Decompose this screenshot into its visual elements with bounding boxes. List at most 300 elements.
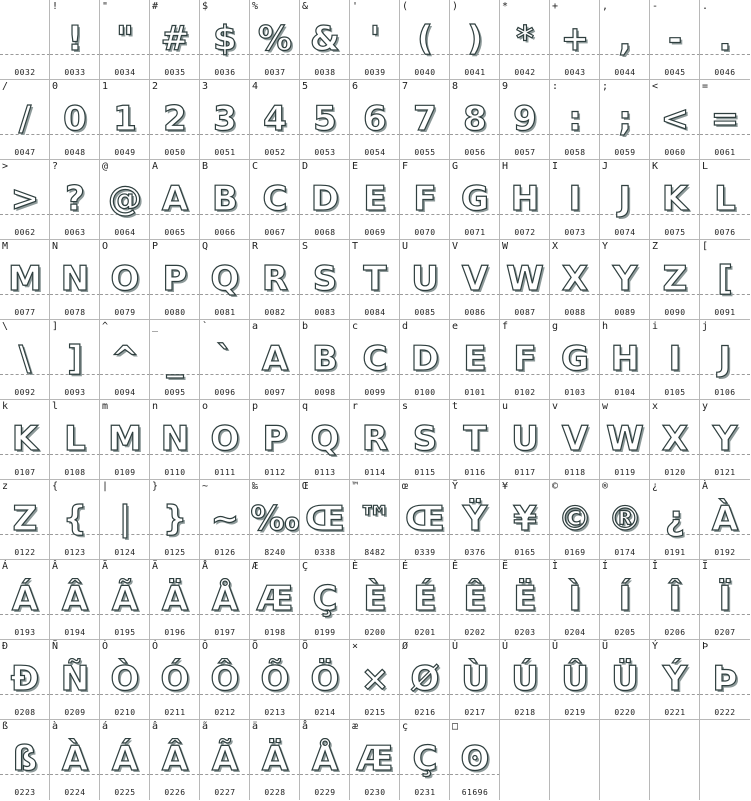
glyph-char-label: Ü [602,641,609,652]
glyph-cell [550,0,600,80]
glyph-sample: ` [216,339,234,379]
glyph-cell [200,480,250,560]
glyph-char-label: ß [2,721,9,732]
glyph-cell [350,160,400,240]
glyph-code: 0195 [114,628,136,637]
glyph-sample: H [610,339,640,379]
glyph-sample: < [660,99,690,139]
glyph-code: 0036 [214,68,236,77]
glyph-sample: Ã [111,579,139,619]
glyph-char-label: Æ [252,561,259,572]
glyph-sample: 5 [313,99,337,139]
glyph-char-label: - [652,1,659,12]
glyph-char-label: . [702,1,709,12]
glyph-sample: Ó [160,659,190,699]
glyph-code: 0213 [264,708,286,717]
glyph-char-label: " [102,1,109,12]
glyph-sample: Ð [10,659,40,699]
glyph-cell [300,0,350,80]
glyph-cell [300,640,350,720]
glyph-sample: F [413,179,437,219]
glyph-sample: Q [310,419,340,459]
glyph-char-label: H [502,161,509,172]
glyph-char-label: d [402,321,409,332]
glyph-code: 0114 [364,468,386,477]
glyph-char-label: V [452,241,459,252]
glyph-char-label: Ó [152,641,159,652]
glyph-char-label: ' [352,1,359,12]
glyph-cell [150,80,200,160]
glyph-sample: W [506,259,544,299]
glyph-char-label: Ö [302,641,309,652]
grid-divider [499,0,500,800]
glyph-sample: × [360,659,390,699]
grid-divider [249,0,250,800]
glyph-char-label: 1 [102,81,109,92]
glyph-char-label: Ë [502,561,509,572]
glyph-sample: , [618,19,632,59]
glyph-cell [50,240,100,320]
glyph-code: 0080 [164,308,186,317]
glyph-sample: - [667,19,683,59]
glyph-code: 0076 [714,228,736,237]
glyph-char-label: } [152,481,159,492]
glyph-sample: Ü [611,659,639,699]
glyph-char-label: g [552,321,559,332]
glyph-sample: Ë [513,579,537,619]
glyph-char-label: É [402,561,409,572]
glyph-code: 0097 [264,388,286,397]
glyph-code: 0212 [214,708,236,717]
glyph-sample: $ [213,19,237,59]
glyph-cell [700,0,750,80]
glyph-cell [600,560,650,640]
glyph-char-label: W [502,241,509,252]
glyph-sample: B [312,339,338,379]
glyph-sample: Œ [405,499,445,539]
glyph-code: 0066 [214,228,236,237]
glyph-cell [450,640,500,720]
glyph-char-label: C [252,161,259,172]
glyph-sample: Ò [110,659,140,699]
glyph-cell [700,240,750,320]
glyph-char-label: : [552,81,559,92]
glyph-cell [50,400,100,480]
glyph-cell [250,160,300,240]
glyph-cell [50,560,100,640]
glyph-cell [600,80,650,160]
grid-divider [199,0,200,800]
glyph-char-label: Ý [652,641,659,652]
glyph-code: 0125 [164,548,186,557]
glyph-sample: " [116,19,134,59]
glyph-char-label: Ò [102,641,109,652]
glyph-sample: Þ [712,659,738,699]
glyph-char-label: 8 [452,81,459,92]
glyph-sample: ß [12,739,38,779]
glyph-code: 0082 [264,308,286,317]
glyph-code: 0231 [414,788,436,797]
glyph-char-label: U [402,241,409,252]
glyph-sample: & [310,19,340,59]
glyph-cell [0,560,50,640]
glyph-cell [650,400,700,480]
glyph-cell [250,560,300,640]
glyph-sample: Y [612,259,638,299]
grid-divider [0,559,750,560]
glyph-cell [100,80,150,160]
glyph-char-label: S [302,241,309,252]
glyph-code: 0192 [714,548,736,557]
glyph-sample: H [510,179,540,219]
grid-divider [549,0,550,800]
glyph-cell [400,80,450,160]
grid-divider [449,0,450,800]
glyph-code: 0123 [64,548,86,557]
glyph-sample: Ê [463,579,487,619]
glyph-char-label: R [252,241,259,252]
glyph-char-label: Ð [2,641,9,652]
glyph-code: 0061 [714,148,736,157]
glyph-code: 0063 [64,228,86,237]
glyph-cell [600,480,650,560]
glyph-cell [450,160,500,240]
glyph-code: 0034 [114,68,136,77]
glyph-code: 0211 [164,708,186,717]
glyph-sample: ^ [110,339,140,379]
grid-divider [399,0,400,800]
glyph-sample: É [413,579,437,619]
glyph-code: 0228 [264,788,286,797]
glyph-code: 0376 [464,548,486,557]
glyph-cell [150,0,200,80]
glyph-char-label: K [652,161,659,172]
glyph-char-label: ¿ [652,481,659,492]
glyph-sample: Q [210,259,240,299]
glyph-char-label: Y [602,241,609,252]
glyph-cell [400,480,450,560]
glyph-code: 0117 [514,468,536,477]
glyph-cell [650,320,700,400]
glyph-char-label: t [452,401,459,412]
glyph-code: 0094 [114,388,136,397]
glyph-sample: Á [111,739,139,779]
glyph-code: 0221 [664,708,686,717]
glyph-cell [300,80,350,160]
glyph-cell [150,640,200,720]
glyph-char-label: # [152,1,159,12]
glyph-char-label: Ú [502,641,509,652]
glyph-cell [700,560,750,640]
glyph-char-label: v [552,401,559,412]
glyph-char-label: B [202,161,209,172]
glyph-sample: ( [417,19,433,59]
glyph-cell [500,480,550,560]
glyph-code: 0088 [564,308,586,317]
glyph-code: 0039 [364,68,386,77]
glyph-char-label: 3 [202,81,209,92]
glyph-code: 0053 [314,148,336,157]
glyph-code: 0060 [664,148,686,157]
glyph-code: 0075 [664,228,686,237]
glyph-code: 0215 [364,708,386,717]
glyph-cell [250,240,300,320]
glyph-sample: Ö [310,659,340,699]
glyph-char-label: s [402,401,409,412]
glyph-sample: G [561,339,589,379]
glyph-char-label: x [652,401,659,412]
glyph-code: 0047 [14,148,36,157]
glyph-cell [550,160,600,240]
glyph-char-label: Ñ [52,641,59,652]
glyph-sample: N [60,259,90,299]
glyph-code: 0204 [564,628,586,637]
glyph-cell [400,160,450,240]
glyph-char-label: Ê [452,561,459,572]
glyph-code: 0116 [464,468,486,477]
glyph-cell [350,0,400,80]
glyph-char-label: ã [202,721,209,732]
glyph-cell [400,0,450,80]
glyph-sample: 7 [413,99,437,139]
glyph-char-label: b [302,321,309,332]
glyph-cell [400,240,450,320]
glyph-code: 0077 [14,308,36,317]
glyph-char-label: F [402,161,409,172]
glyph-sample: ® [608,499,642,539]
glyph-char-label: / [2,81,9,92]
glyph-cell [150,480,200,560]
glyph-sample: 4 [263,99,287,139]
glyph-sample: ‰ [250,499,300,539]
glyph-cell [450,320,500,400]
glyph-sample: L [714,179,736,219]
grid-divider [149,0,150,800]
glyph-char-label: u [502,401,509,412]
glyph-sample: ) [467,19,483,59]
glyph-sample: T [463,419,487,459]
glyph-code: 0046 [714,68,736,77]
glyph-sample: Y [712,419,738,459]
glyph-cell [450,560,500,640]
glyph-sample: Ú [511,659,539,699]
glyph-sample: U [411,259,439,299]
glyph-code: 0092 [14,388,36,397]
glyph-code: 0208 [14,708,36,717]
glyph-char-label: O [102,241,109,252]
glyph-cell [600,640,650,720]
glyph-code: 0194 [64,628,86,637]
glyph-char-label: z [2,481,9,492]
glyph-char-label: œ [402,481,409,492]
glyph-cell [550,640,600,720]
glyph-char-label: 4 [252,81,259,92]
glyph-char-label: Ÿ [452,481,459,492]
glyph-char-label: T [352,241,359,252]
glyph-sample: > [10,179,40,219]
glyph-char-label: n [152,401,159,412]
glyph-sample: @ [108,179,142,219]
glyph-sample: À [61,739,89,779]
glyph-cell [450,240,500,320]
glyph-cell [700,80,750,160]
glyph-code: 0115 [414,468,436,477]
glyph-char-label: â [152,721,159,732]
glyph-char-label: 2 [152,81,159,92]
glyph-char-label: Û [552,641,559,652]
glyph-code: 0206 [664,628,686,637]
glyph-sample: Ï [718,579,732,619]
glyph-char-label: A [152,161,159,172]
glyph-sample: Á [11,579,39,619]
glyph-sample: S [312,259,338,299]
glyph-code: 8482 [364,548,386,557]
glyph-code: 0107 [14,468,36,477]
glyph-sample: E [363,179,387,219]
glyph-sample: X [661,419,689,459]
grid-divider [99,0,100,800]
glyph-sample: D [310,179,340,219]
glyph-char-label: M [2,241,9,252]
glyph-cell [500,80,550,160]
glyph-sample: Ç [412,739,438,779]
glyph-sample: } [162,499,188,539]
glyph-cell [350,480,400,560]
glyph-cell [250,80,300,160]
glyph-char-label: á [102,721,109,732]
grid-divider [349,0,350,800]
glyph-cell [300,240,350,320]
glyph-code: 0106 [714,388,736,397]
glyph-cell [550,480,600,560]
glyph-sample: Ù [461,659,489,699]
glyph-code: 0069 [364,228,386,237]
glyph-sample: Z [12,499,38,539]
glyph-char-label: × [352,641,359,652]
glyph-cell [650,640,700,720]
glyph-sample: L [64,419,86,459]
glyph-sample: { [62,499,88,539]
glyph-code: 0043 [564,68,586,77]
glyph-sample: J [618,179,632,219]
glyph-sample: . [718,19,732,59]
glyph-cell [350,320,400,400]
glyph-char-label: X [552,241,559,252]
grid-divider [0,399,750,400]
glyph-code: 0118 [564,468,586,477]
glyph-cell [350,560,400,640]
glyph-char-label: J [602,161,609,172]
glyph-char-label: à [52,721,59,732]
glyph-sample: E [463,339,487,379]
glyph-sample: Ã [211,739,239,779]
glyph-code: 0119 [614,468,636,477]
glyph-char-label: ] [52,321,59,332]
glyph-char-label: Ï [702,561,709,572]
glyph-cell [650,80,700,160]
glyph-code: 0122 [14,548,36,557]
glyph-cell [300,160,350,240]
glyph-cell [250,640,300,720]
glyph-code: 0051 [214,148,236,157]
glyph-sample: J [718,339,732,379]
glyph-code: 0081 [214,308,236,317]
grid-divider [49,0,50,800]
glyph-sample: 6 [363,99,387,139]
glyph-code: 0214 [314,708,336,717]
glyph-cell [0,400,50,480]
glyph-code: 0165 [514,548,536,557]
glyph-code: 0202 [464,628,486,637]
glyph-sample: C [262,179,288,219]
glyph-sample: X [561,259,589,299]
glyph-char-label: & [302,1,309,12]
glyph-sample: Œ [305,499,345,539]
glyph-cell [300,320,350,400]
glyph-cell [150,560,200,640]
glyph-code: 0052 [264,148,286,157]
glyph-char-label: l [52,401,59,412]
glyph-char-label: k [2,401,9,412]
glyph-cell [400,400,450,480]
glyph-cell [600,0,650,80]
glyph-sample: Í [618,579,632,619]
glyph-char-label: D [302,161,309,172]
glyph-sample: Î [668,579,682,619]
glyph-sample: = [710,99,740,139]
glyph-sample: | [118,499,132,539]
glyph-code: 0050 [164,148,186,157]
glyph-cell [550,240,600,320]
glyph-char-label: I [552,161,559,172]
glyph-code: 0093 [64,388,86,397]
glyph-char-label: 9 [502,81,509,92]
glyph-cell [250,720,300,800]
glyph-code: 0112 [264,468,286,477]
glyph-cell [300,720,350,800]
glyph-code: 0041 [464,68,486,77]
glyph-sample: K [661,179,689,219]
glyph-char-label: Ç [302,561,309,572]
glyph-char-label: □ [452,721,459,732]
glyph-cell [250,400,300,480]
glyph-sample: Ä [161,579,189,619]
glyph-sample: A [161,179,189,219]
glyph-code: 0056 [464,148,486,157]
grid-divider [699,0,700,800]
glyph-sample: F [513,339,537,379]
glyph-char-label: \ [2,321,9,332]
glyph-code: 0059 [614,148,636,157]
glyph-code: 0338 [314,548,336,557]
glyph-cell [0,240,50,320]
glyph-code: 0216 [414,708,436,717]
glyph-char-label: Þ [702,641,709,652]
glyph-sample: ~ [210,499,240,539]
glyph-sample: G [461,179,489,219]
glyph-code: 0120 [664,468,686,477]
glyph-sample: Ä [261,739,289,779]
glyph-cell [150,160,200,240]
glyph-char-label: f [502,321,509,332]
glyph-char-label: ) [452,1,459,12]
glyph-code: 0071 [464,228,486,237]
glyph-code: 0057 [514,148,536,157]
grid-divider [0,159,750,160]
glyph-cell [50,640,100,720]
glyph-code: 0108 [64,468,86,477]
glyph-code: 0210 [114,708,136,717]
